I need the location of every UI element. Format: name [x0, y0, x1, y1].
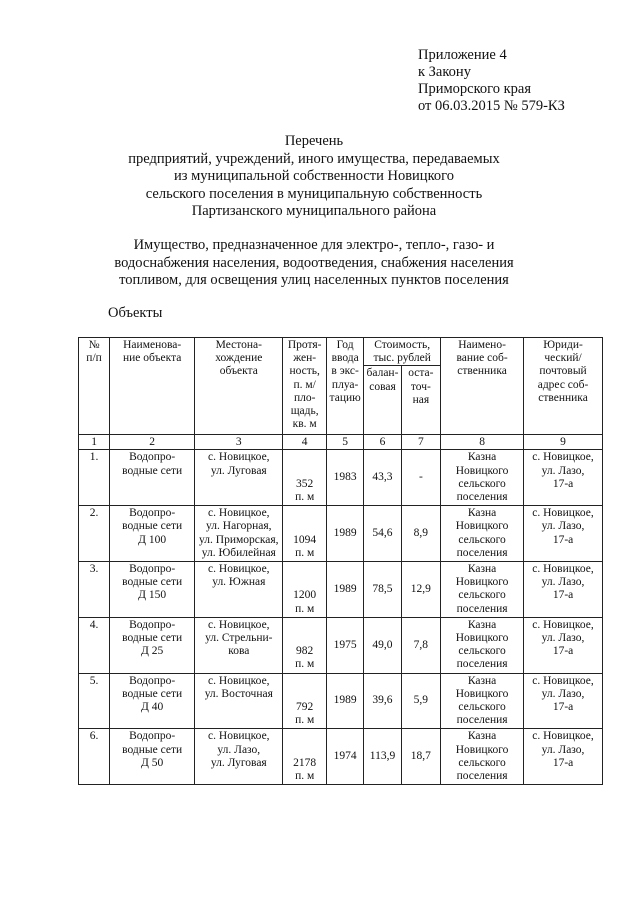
cell-address: с. Новицкое, ул. Лазо, 17-а [524, 562, 603, 618]
cell-address: с. Новицкое, ул. Лазо, 17-а [524, 729, 603, 785]
appendix-line: от 06.03.2015 № 579-КЗ [418, 98, 565, 114]
cell-name: Водопро- водные сети Д 150 [110, 562, 195, 618]
table-header-row [79, 338, 603, 366]
cell-num: 3. [79, 562, 110, 618]
cell-year: 1983 [326, 450, 363, 506]
cell-num: 1. [79, 450, 110, 506]
cell-owner: Казна Новицкого сельского поселения [441, 617, 524, 673]
cell-year: 1989 [326, 673, 363, 729]
cell-owner: Казна Новицкого сельского поселения [441, 506, 524, 562]
subtitle-line: Имущество, предназначенное для электро-, тепло-, газо- и [133, 237, 495, 253]
cell-length: 982 п. м [283, 617, 327, 673]
column-number: 6 [364, 435, 401, 450]
title-line: из муниципальной собственности Новицкого [174, 168, 454, 184]
header-num: № п/п [79, 338, 110, 435]
cell-year: 1975 [326, 617, 363, 673]
table-row [79, 506, 603, 562]
cell-balance: 54,6 [364, 506, 401, 562]
cell-residual: 18,7 [401, 729, 440, 785]
cell-location: с. Новицкое, ул. Восточная [195, 673, 283, 729]
column-number: 5 [326, 435, 363, 450]
cell-balance: 78,5 [364, 562, 401, 618]
cell-length: 792 п. м [283, 673, 327, 729]
header-length: Протя- жен- ность, п. м/ пло- щадь, кв. м [283, 338, 327, 435]
cell-owner: Казна Новицкого сельского поселения [441, 450, 524, 506]
cell-balance: 43,3 [364, 450, 401, 506]
header-residual: оста- точ- ная [401, 366, 440, 435]
cell-address: с. Новицкое, ул. Лазо, 17-а [524, 450, 603, 506]
table-row [79, 729, 603, 785]
column-number: 2 [110, 435, 195, 450]
header-cost: Стоимость, тыс. рублей [364, 338, 441, 366]
cell-name: Водопро- водные сети Д 40 [110, 673, 195, 729]
appendix-line: к Закону [418, 64, 471, 80]
cell-length: 1094 п. м [283, 506, 327, 562]
column-number: 3 [195, 435, 283, 450]
cell-residual: 8,9 [401, 506, 440, 562]
cell-length: 1200 п. м [283, 562, 327, 618]
column-number: 7 [401, 435, 440, 450]
section-label: Объекты [108, 305, 163, 321]
cell-year: 1989 [326, 506, 363, 562]
subtitle-line: топливом, для освещения улиц населенных пунктов поселения [119, 272, 509, 288]
cell-num: 4. [79, 617, 110, 673]
appendix-line: Приложение 4 [418, 47, 507, 63]
cell-num: 6. [79, 729, 110, 785]
cell-location: с. Новицкое, ул. Луговая [195, 450, 283, 506]
appendix-line: Приморского края [418, 81, 532, 97]
column-number-row [79, 435, 603, 450]
cell-balance: 113,9 [364, 729, 401, 785]
title-line: Перечень [284, 133, 344, 149]
cell-location: с. Новицкое, ул. Южная [195, 562, 283, 618]
header-balance: балан- совая [364, 366, 401, 435]
cell-length: 2178 п. м [283, 729, 327, 785]
cell-owner: Казна Новицкого сельского поселения [441, 729, 524, 785]
objects-table [78, 337, 603, 785]
cell-address: с. Новицкое, ул. Лазо, 17-а [524, 673, 603, 729]
column-number: 1 [79, 435, 110, 450]
appendix-reference [418, 47, 628, 115]
cell-owner: Казна Новицкого сельского поселения [441, 673, 524, 729]
cell-residual: - [401, 450, 440, 506]
header-address: Юриди- ческий/ почтовый адрес соб- ственника [524, 338, 603, 435]
cell-name: Водопро- водные сети Д 25 [110, 617, 195, 673]
cell-year: 1989 [326, 562, 363, 618]
cell-address: с. Новицкое, ул. Лазо, 17-а [524, 506, 603, 562]
column-number: 4 [283, 435, 327, 450]
cell-owner: Казна Новицкого сельского поселения [441, 562, 524, 618]
cell-balance: 49,0 [364, 617, 401, 673]
subtitle-line: водоснабжения населения, водоотведения, снабжения населения [114, 254, 514, 271]
header-owner: Наимено- вание соб- ственника [441, 338, 524, 435]
cell-residual: 12,9 [401, 562, 440, 618]
header-name: Наименова- ние объекта [110, 338, 195, 435]
header-location: Местона- хождение объекта [195, 338, 283, 435]
cell-name: Водопро- водные сети Д 100 [110, 506, 195, 562]
cell-balance: 39,6 [364, 673, 401, 729]
title-line: Партизанского муниципального района [191, 203, 437, 219]
cell-length: 352 п. м [283, 450, 327, 506]
cell-num: 2. [79, 506, 110, 562]
cell-location: с. Новицкое, ул. Нагорная, ул. Приморская, ул. Юбилейная [195, 506, 283, 562]
title-line: сельского поселения в муниципальную собственность [145, 185, 483, 202]
title-line: предприятий, учреждений, иного имущества, передаваемых [128, 150, 500, 167]
cell-address: с. Новицкое, ул. Лазо, 17-а [524, 617, 603, 673]
cell-name: Водопро- водные сети [110, 450, 195, 506]
cell-residual: 5,9 [401, 673, 440, 729]
document-subtitle [80, 237, 548, 290]
cell-num: 5. [79, 673, 110, 729]
column-number: 8 [441, 435, 524, 450]
cell-name: Водопро- водные сети Д 50 [110, 729, 195, 785]
cell-location: с. Новицкое, ул. Стрельни- кова [195, 617, 283, 673]
cell-year: 1974 [326, 729, 363, 785]
cell-residual: 7,8 [401, 617, 440, 673]
column-number: 9 [524, 435, 603, 450]
table-row [79, 450, 603, 506]
table-row [79, 617, 603, 673]
table-row [79, 562, 603, 618]
document-title [80, 133, 548, 221]
header-year: Год ввода в экс- плуа- тацию [326, 338, 363, 435]
table-row [79, 673, 603, 729]
cell-location: с. Новицкое, ул. Лазо, ул. Луговая [195, 729, 283, 785]
